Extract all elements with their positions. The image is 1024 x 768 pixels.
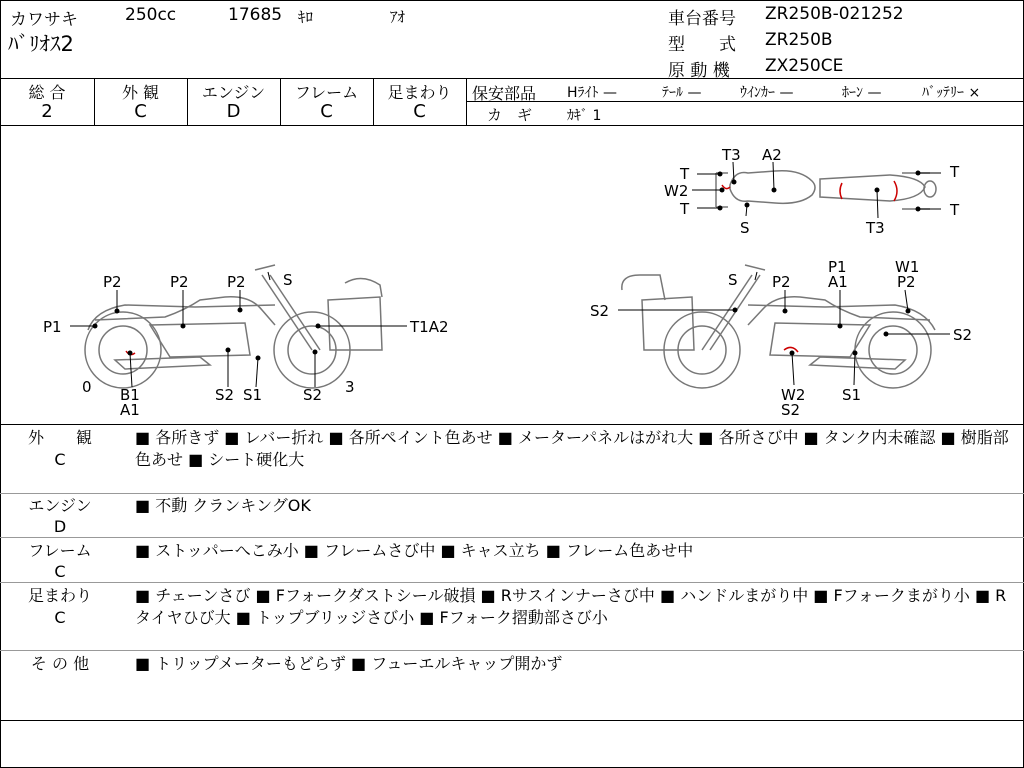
mileage: 17685 bbox=[228, 5, 283, 25]
remarks-exterior-label: 外 観 bbox=[27, 428, 92, 447]
exterior-label: 外 観 bbox=[121, 83, 160, 102]
left-label-t1a2: T1A2 bbox=[410, 318, 449, 336]
left-label-p2-2: P2 bbox=[170, 273, 189, 291]
right-label-p2-rear: P2 bbox=[897, 273, 916, 291]
top-label-t-rear-lower: T bbox=[950, 201, 960, 219]
divider bbox=[0, 650, 1024, 651]
exterior-grade: C bbox=[134, 101, 147, 122]
remarks-other-label: そ の 他 bbox=[30, 654, 90, 673]
left-label-b1: B1 bbox=[120, 386, 140, 404]
top-label-t-lower: T bbox=[680, 200, 690, 218]
safety-item-battery: ﾊﾞｯﾃﾘｰ × bbox=[922, 85, 981, 101]
engine-value: ZX250CE bbox=[765, 56, 844, 76]
remarks-frame-text: ■ ストッパーへこみ小 ■ フレームさび中 ■ キャス立ち ■ フレーム色あせ中 bbox=[135, 541, 694, 560]
top-label-t3-front: T3 bbox=[722, 146, 741, 164]
key-value: ｶｷﾞ 1 bbox=[567, 108, 602, 124]
safety-item-headlight: Hﾗｲﾄ — bbox=[567, 85, 617, 101]
divider bbox=[0, 78, 1024, 79]
safety-item-tail: ﾃｰﾙ — bbox=[662, 85, 702, 101]
remarks-exterior-grade: C bbox=[54, 450, 66, 469]
frame-grade-label: フレーム bbox=[294, 83, 359, 102]
divider bbox=[0, 720, 1024, 721]
type-value: ZR250B bbox=[765, 30, 833, 50]
suspension-grade: C bbox=[413, 101, 426, 122]
remarks-exterior-text: ■ 各所きず ■ レバー折れ ■ 各所ペイント色あせ ■ メーターパネルはがれ大 ■ 各所さび中 ■ タンク内未確認 ■ 樹脂部色あせ ■ シート硬化大 bbox=[135, 428, 1009, 469]
overall-label: 総 合 bbox=[28, 83, 66, 102]
remarks-suspension-text: ■ チェーンさび ■ Fフォークダストシール破損 ■ Rサスインナーさび中 ■ ハンドルまがり中 ■ Fフォークまがり小 ■ Rタイヤひび大 ■ トップブリッジさび小 ■ Fフォーク摺動部さび小 bbox=[135, 586, 1007, 627]
right-label-s2-bottom: S2 bbox=[781, 401, 801, 419]
top-label-t3-rear: T3 bbox=[866, 219, 885, 237]
right-label-w2: W2 bbox=[781, 386, 806, 404]
top-view-outline bbox=[716, 171, 936, 209]
frame-number: ZR250B-021252 bbox=[765, 4, 904, 24]
remarks-frame-label: フレーム bbox=[28, 541, 92, 560]
top-label-t-upper: T bbox=[680, 165, 690, 183]
type-label: 型 式 bbox=[668, 35, 736, 55]
right-label-s1: S1 bbox=[842, 386, 862, 404]
engine-grade-label: エンジン bbox=[201, 83, 266, 102]
remarks-frame-grade: C bbox=[54, 562, 66, 581]
left-label-p2-3: P2 bbox=[227, 273, 246, 291]
left-label-3: 3 bbox=[345, 378, 355, 396]
right-label-s: S bbox=[728, 271, 738, 289]
left-label-s2-1: S2 bbox=[215, 386, 235, 404]
remarks-suspension-label: 足まわり bbox=[27, 586, 92, 605]
safety-label: 保安部品 bbox=[472, 84, 537, 103]
right-label-a1: A1 bbox=[828, 273, 848, 291]
suspension-grade-label: 足まわり bbox=[387, 83, 452, 102]
right-label-p1: P1 bbox=[828, 258, 847, 276]
right-label-w1: W1 bbox=[895, 258, 920, 276]
left-label-a1: A1 bbox=[120, 401, 140, 419]
remarks-engine-label: エンジン bbox=[28, 496, 92, 515]
right-label-s2-right: S2 bbox=[953, 326, 973, 344]
top-label-t-rear-upper: T bbox=[950, 163, 960, 181]
remarks-other-text: ■ トリップメーターもどらず ■ フューエルキャップ開かず bbox=[135, 654, 563, 673]
left-label-p1: P1 bbox=[43, 318, 62, 336]
remarks-engine-text: ■ 不動 クランキングOK bbox=[135, 496, 311, 515]
safety-item-horn: ﾎｰﾝ — bbox=[842, 85, 882, 101]
model-name: ﾊﾞﾘｵｽ2 bbox=[8, 32, 74, 56]
maker: カワサキ bbox=[10, 10, 78, 30]
engine-grade: D bbox=[226, 101, 241, 122]
right-label-p2: P2 bbox=[772, 273, 791, 291]
remarks-engine-grade: D bbox=[53, 517, 67, 536]
divider bbox=[0, 493, 1024, 494]
top-label-s: S bbox=[740, 219, 750, 237]
frame-label: 車台番号 bbox=[668, 9, 736, 29]
left-label-p2-1: P2 bbox=[103, 273, 122, 291]
divider bbox=[0, 582, 1024, 583]
divider bbox=[0, 537, 1024, 538]
left-label-s2-2: S2 bbox=[303, 386, 323, 404]
left-label-0: 0 bbox=[82, 378, 92, 396]
frame-grade: C bbox=[320, 101, 333, 122]
key-label: カ ギ bbox=[487, 106, 533, 124]
motorcycle-diagram bbox=[0, 125, 1024, 425]
overall-grade: 2 bbox=[41, 101, 53, 122]
left-label-s: S bbox=[283, 271, 293, 289]
color: ｱｵ bbox=[390, 8, 406, 26]
left-label-s1: S1 bbox=[243, 386, 263, 404]
mileage-unit: ｷﾛ bbox=[298, 8, 314, 26]
remarks-suspension-grade: C bbox=[54, 608, 66, 627]
top-label-a2: A2 bbox=[762, 146, 782, 164]
displacement: 250cc bbox=[125, 5, 177, 25]
top-label-w2: W2 bbox=[664, 182, 689, 200]
safety-item-winker: ｳｲﾝｶｰ — bbox=[740, 85, 794, 101]
right-label-s2-left: S2 bbox=[590, 302, 610, 320]
engine-label: 原 動 機 bbox=[668, 61, 730, 81]
